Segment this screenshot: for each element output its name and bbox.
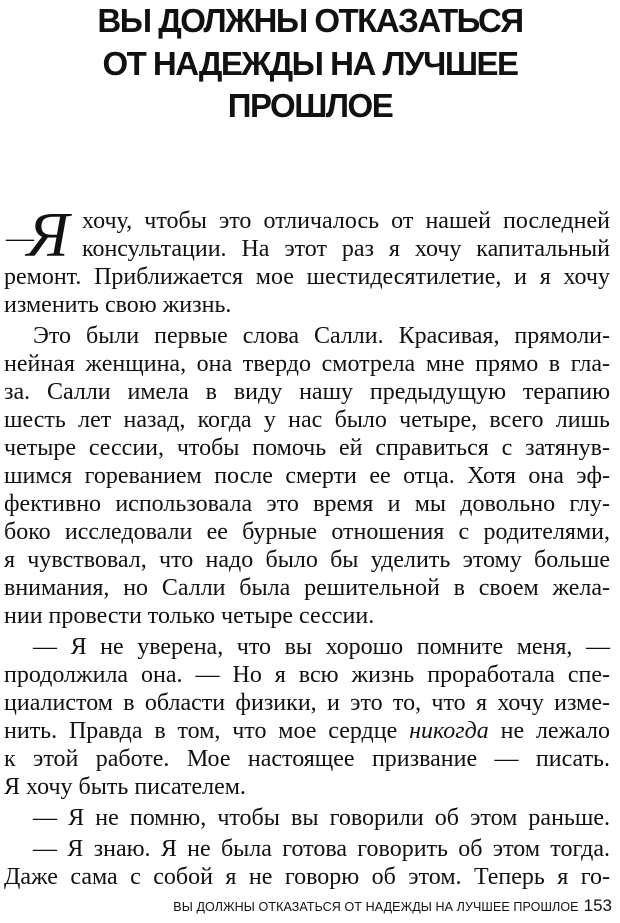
running-title: ВЫ ДОЛЖНЫ ОТКАЗАТЬСЯ ОТ НАДЕЖДЫ НА ЛУЧШЕЕ ПРОШЛОЕ xyxy=(173,900,579,914)
text-line: шесть лет назад, когда у нас было четыре, всего лишь xyxy=(4,407,610,433)
text-line: нии провести только четыре сессии. xyxy=(4,603,375,629)
text-line: Даже сама с собой я не говорю об этом. Теперь я го- xyxy=(4,864,610,890)
chapter-title-line-2: ОТ НАДЕЖДЫ НА ЛУЧШЕЕ xyxy=(102,45,518,82)
text-line: консультации. На этот раз я хочу капитальный xyxy=(82,236,610,262)
text-line: ремонт. Приближается мое шестидесятилетие, и я хочу xyxy=(4,264,610,290)
text-line: четыре сессии, чтобы помочь ей справиться с затянув- xyxy=(4,435,610,461)
page-number: 153 xyxy=(583,896,612,915)
text-line: боко исследовали ее бурные отношения с родителями, xyxy=(4,519,610,545)
text-line xyxy=(4,717,610,745)
text-line-part: не лежало xyxy=(500,718,611,744)
text-line: внимания, но Салли была решительной в своем жела- xyxy=(4,575,610,601)
text-line: Я хочу быть писателем. xyxy=(4,774,246,800)
text-line: продолжила она. — Но я всю жизнь проработала спе- xyxy=(4,662,610,688)
text-line: — Я знаю. Я не была готова говорить об этом тогда. xyxy=(33,836,610,862)
text-line: фективно использовала это время и мы довольно глу- xyxy=(4,491,610,517)
text-line: циалистом в области физики, и это то, что я хочу изме- xyxy=(4,690,610,716)
text-line: — Я не уверена, что вы хорошо помните меня, — xyxy=(33,634,610,660)
text-line: хочу, чтобы это отличалось от нашей последней xyxy=(82,208,610,234)
text-line-part: нить. Правда в том, что мое сердце xyxy=(4,718,398,744)
text-line: — Я не помню, чтобы вы говорили об этом раньше. xyxy=(33,805,610,831)
chapter-title-line-3: ПРОШЛОЕ xyxy=(227,87,393,124)
text-line: Это были первые слова Салли. Красивая, прямоли- xyxy=(33,323,610,349)
dropcap-dash: — xyxy=(6,223,34,254)
text-line: изменить свою жизнь. xyxy=(4,292,232,318)
text-line: за. Салли имела в виду нашу предыдущую терапию xyxy=(4,379,610,405)
text-line: я чувствовал, что надо было бы уделить этому больше xyxy=(4,547,610,573)
text-line: шимся гореванием после смерти ее отца. Хотя она эф- xyxy=(4,463,610,489)
drop-cap-letter: Я xyxy=(27,199,70,270)
emphasis-word: никогда xyxy=(409,718,489,744)
text-line: нейная женщина, она твердо смотрела мне прямо в гла- xyxy=(4,351,610,377)
running-footer xyxy=(0,896,612,916)
chapter-title-line-1: ВЫ ДОЛЖНЫ ОТКАЗАТЬСЯ xyxy=(97,2,523,39)
text-line: к этой работе. Мое настоящее призвание — писать. xyxy=(4,746,610,772)
